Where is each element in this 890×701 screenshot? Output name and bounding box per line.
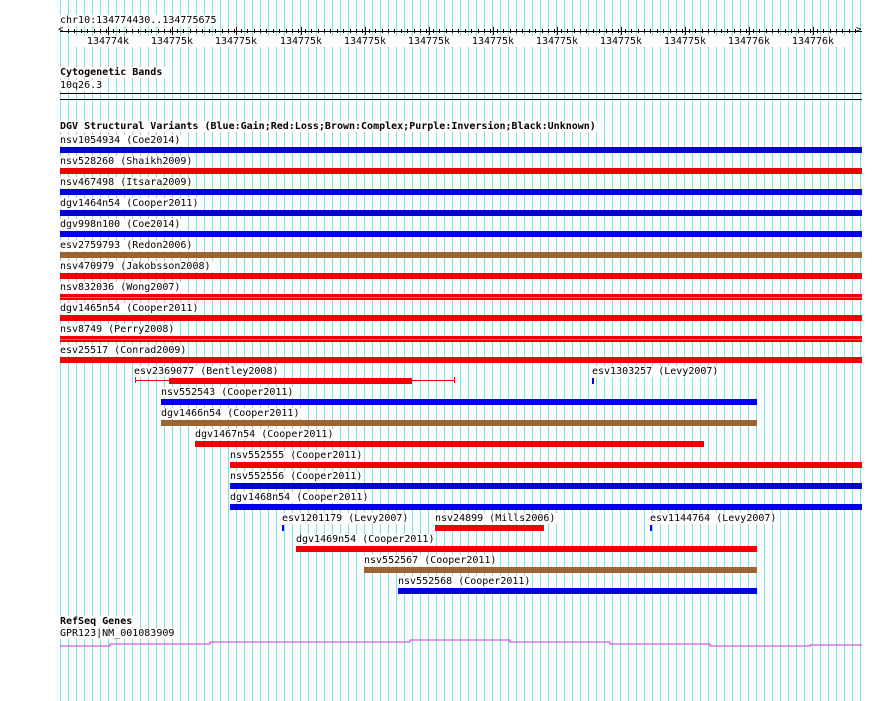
arrow-right-icon: > — [856, 25, 862, 35]
ruler-tick-label: 134775k — [266, 36, 336, 47]
variant-label[interactable]: esv2369077 (Bentley2008) — [134, 366, 279, 377]
coordinates-label: chr10:134774430..134775675 — [60, 15, 217, 26]
variant-label[interactable]: nsv832036 (Wong2007) — [60, 282, 181, 293]
ruler-tick-label: 134775k — [522, 36, 592, 47]
ruler-tick-label: 134774k — [73, 36, 143, 47]
variant-label[interactable]: nsv552543 (Cooper2011) — [161, 387, 294, 398]
variant-label[interactable]: nsv552568 (Cooper2011) — [398, 576, 531, 587]
ruler-tick-label: 134775k — [458, 36, 528, 47]
refseq-gene-label[interactable]: GPR123|NM_001083909 — [60, 628, 175, 639]
variant-label[interactable]: dgv1467n54 (Cooper2011) — [195, 429, 334, 440]
variant-label[interactable]: nsv552567 (Cooper2011) — [364, 555, 497, 566]
variant-label[interactable]: nsv24899 (Mills2006) — [435, 513, 556, 524]
variant-label[interactable]: dgv1468n54 (Cooper2011) — [230, 492, 369, 503]
ruler-tick-label: 134776k — [778, 36, 848, 47]
ruler-tick-label: 134775k — [137, 36, 207, 47]
cytoband-track-title: Cytogenetic Bands — [60, 67, 165, 78]
variant-label[interactable]: esv25517 (Conrad2009) — [60, 345, 187, 356]
variant-label[interactable]: esv2759793 (Redon2006) — [60, 240, 193, 251]
arrow-left-icon: < — [58, 25, 64, 35]
ruler-tick-label: 134776k — [714, 36, 784, 47]
variant-label[interactable]: dgv1466n54 (Cooper2011) — [161, 408, 300, 419]
refseq-track-title: RefSeq Genes — [60, 616, 135, 627]
ruler-tick-label: 134775k — [586, 36, 656, 47]
variant-label[interactable]: nsv467498 (Itsara2009) — [60, 177, 193, 188]
variant-label[interactable]: esv1303257 (Levy2007) — [592, 366, 719, 377]
ruler-tick-label: 134775k — [650, 36, 720, 47]
dgv-track-title: DGV Structural Variants (Blue:Gain;Red:Loss;Brown:Complex;Purple:Inversion;Black:Unknown) — [60, 121, 599, 132]
ruler-tick-label: 134775k — [201, 36, 271, 47]
variant-label[interactable]: dgv1469n54 (Cooper2011) — [296, 534, 435, 545]
variant-label[interactable]: dgv1465n54 (Cooper2011) — [60, 303, 199, 314]
variant-label[interactable]: nsv1054934 (Coe2014) — [60, 135, 181, 146]
ruler-tick-label: 134775k — [330, 36, 400, 47]
gene-line — [60, 640, 862, 646]
variant-label[interactable]: nsv552555 (Cooper2011) — [230, 450, 363, 461]
variant-label[interactable]: nsv528260 (Shaikh2009) — [60, 156, 193, 167]
variant-label[interactable]: nsv8749 (Perry2008) — [60, 324, 175, 335]
variant-label[interactable]: dgv998n100 (Coe2014) — [60, 219, 181, 230]
variant-label[interactable]: dgv1464n54 (Cooper2011) — [60, 198, 199, 209]
variant-label[interactable]: esv1201179 (Levy2007) — [282, 513, 409, 524]
variant-label[interactable]: nsv470979 (Jakobsson2008) — [60, 261, 211, 272]
variant-label[interactable]: esv1144764 (Levy2007) — [650, 513, 777, 524]
variant-label[interactable]: nsv552556 (Cooper2011) — [230, 471, 363, 482]
ruler-tick-label: 134775k — [394, 36, 464, 47]
cytoband-label: 10q26.3 — [60, 80, 103, 91]
